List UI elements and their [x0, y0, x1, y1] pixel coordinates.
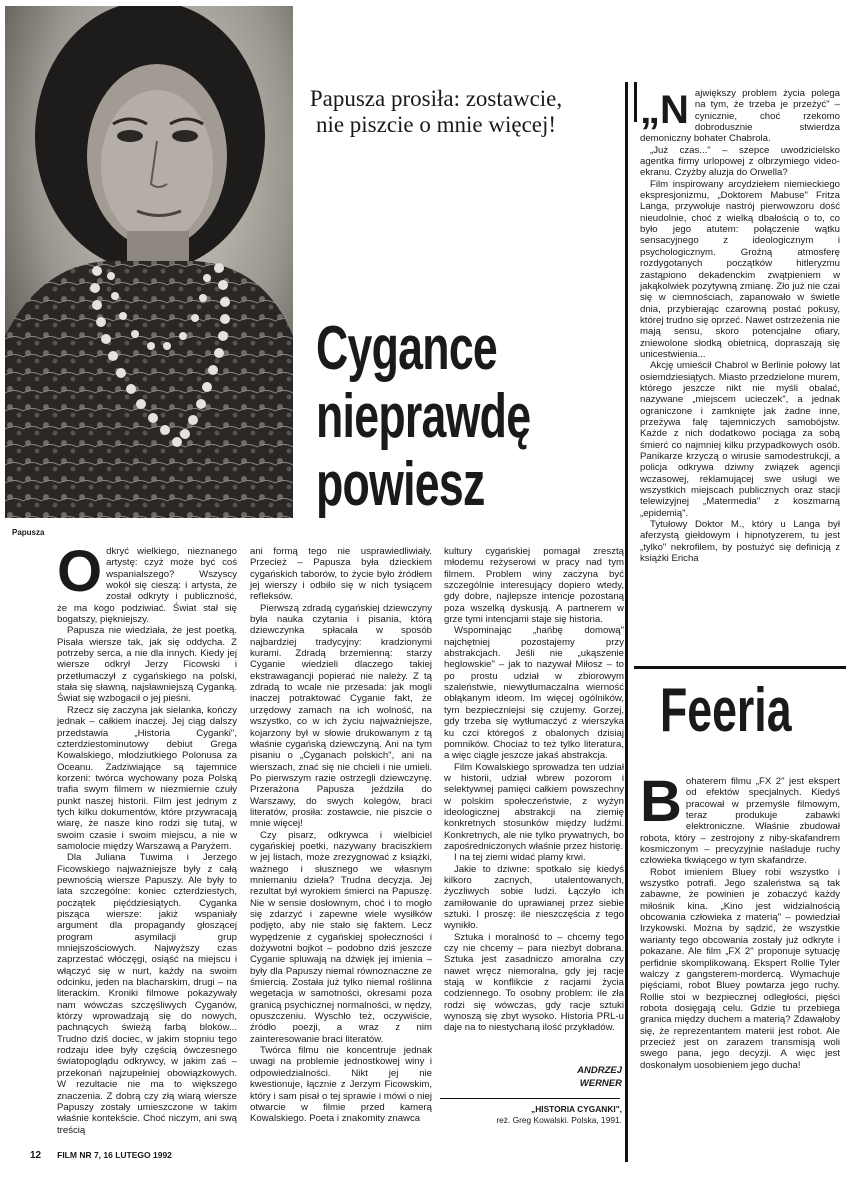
dropcap: B — [640, 769, 682, 834]
paragraph: „Już czas..." – szepce uwodzicielsko agentka firmy urlopowej z olbrzymiego video-ekranu. Czyżby aluzja do Orwella? — [640, 144, 840, 179]
side-article-2 — [640, 769, 840, 1071]
article-column-2 — [250, 546, 432, 1125]
dropcap: O — [57, 539, 103, 604]
paragraph: Bohaterem filmu „FX 2" jest ekspert od efektów specjalnych. Kiedyś pracował w przemyśle filmowym, teraz produkuje zabawki elektroniczne. Właśnie zbudował robota, który – zestrojony z niby-skafandrem kosmiczonym – precyzyjnie naśladuje ruchy człowieka tkwiącego w tym skafandrze. — [640, 769, 840, 867]
paragraph: I na tej ziemi widać plamy krwi. — [454, 852, 586, 864]
article-subtitle: Papusza prosiła: zostawcie, nie piszcie o mnie więcej! — [309, 86, 563, 137]
author-last-name: WERNER — [579, 1078, 622, 1089]
film-credit — [440, 1104, 622, 1126]
paragraph: kultury cygańskiej pomagał zresztą młodemu reżyserowi w pracy nad tym filmem. Problem winy zaczyna być szczególnie interesujący dopiero wtedy, gdy dobre, najlepsze intencje pozostaną poza wszelką dyskusją. A partnerem w grze tymi intencjami staje się historia. — [444, 546, 624, 626]
paragraph: Pierwszą zdradą cygańskiej dziewczyny była nauka czytania i pisania, którą dziewczynka spłacała w sposób najbardziej tradycyjny: kradzionymi kurami. Zdradą brzemienną: starzy Cyganie wiedzieli dlaczego takiej ekstrawagancji popierać nie należy. Z tą zdradą to wcale nie przesada: jak mogli inaczej potraktować Cyganie fakt, że urzędowy zamach na ich wolność, na wszystko, co w ich życiu najważniejsze, kojarzony był w słowie drukowanym z tą właśnie cygańską dziewczyną. Ani na tym pisaniu o „Cyganach polskich", ani na wierszach, znać się nie chcieli i nie umieli. Po pierwszym razie ostrzegli dziewczynę. Przerażona Papusza jeździła do Warszawy, do swych kolegów, braci literatów, prosiła: zostawcie, nie piszcie o mnie więcej! — [250, 602, 432, 830]
paragraph: Czy pisarz, odkrywca i wielbiciel cygańskiej poetki, nazywany braciszkiem w jej listach, może zrezygnować z książki, ważnego i słusznego we własnym mniemaniu dzieła? Trudna decyzja. Jej rezultat był wyrokiem śmierci na Papuszę. Nie w sensie dosłownym, choć i to mogło się zdarzyć i zapewne wiele wysiłków podjęto, aby nie stało się faktem. Lecz wypędzenie z cygańskiej społeczności i dożywotni bojkot – podobno dziś jeszcze Cyganie spluwają na dźwięk jej imienia – były dla Papuszy niemal równoznaczne ze śmiercią. Została już tylko niemal roślinna wegetacja w samotności, okresami poza granicą psychicznej normalności, w nędzy, opuszczeniu. Wyschło też, oczywiście, źródło poezji, a wraz z nim zainteresowanie braci literatów. — [250, 829, 432, 1045]
side-rule — [634, 82, 637, 122]
side-article-1 — [640, 88, 840, 564]
photo-caption: Papusza — [12, 528, 45, 537]
paragraph: Film inspirowany arcydziełem niemieckiego ekspresjonizmu, „Doktorem Mabuse" Fritza Langa, przywołuje nastrój pierwowzoru dość nieudolnie, choć z wielką dbałością o to, co było jego atutem: połączenie wątku sensacyjnego z ideologicznym i psychologicznym. Groźną atmosferę rozdygotanych początków hitleryzmu zastąpiono dekadenckim zwątpieniem w jakąkolwiek pozytywną zmianę. Zło już nie czai się w ciemnościach, zapanowało w świetle dnia, przybierając czarowną postać pokusy, której trudno się oprzeć. Nawet ostrzeżenia nie mają sensu, skoro potencjalne ofiary, zniewolone słodką obietnicą, dopraszają się unicestwienia... — [640, 178, 840, 360]
issue-info: FILM NR 7, 16 LUTEGO 1992 — [57, 1150, 172, 1160]
paragraph: Akcję umieścił Chabrol w Berlinie połowy lat osiemdziesiątych. Miasto przedzielone murem, którego jeszcze nikt nie myśli obalać, nazywane „miejscem ucieczek", a jednak ograniczone i zamknięte jak żadne inne, przeżywa falę tajemniczych samobójstw. Każde z nich dodatkowo pociąga za sobą śmierć co najmniej kilku przypadkowych osób. Panikarze krzyczą o wirusie samodestrukcji, a policja odkrywa dziwny związek agencji wczasowej, reklamującej swe usługi we wszystkich miejscach publicznych oraz stacji telewizyjnej „Matermedia" z koszmarną „epidemią". — [640, 360, 840, 519]
paragraph: Sztuka i moralność to – chcemy tego czy nie chcemy – para niezbyt dobrana. Sztuka jest zasadniczo amoralna czy nawet wręcz niemoralna, gdy jej racje stają w konflikcie z racjami życia codziennego. To osobny problem: ile zła rodzi się wówczas, gdy racje sztuki wynoszą się zbyt wysoko. Historia PRL-u daje na to niestychaną ilość przykładów. — [444, 931, 624, 1034]
paragraph: Film Kowalskiego sprowadza ten udział w historii, udział wbrew pozorom i selektywnej pamięci całkiem powszechny w polskim społeczeństwie, z wyżyn ideologicznej abstrakcji na ziemię konkretnych stosunków między ludźmi. Konkretnych, ale nie tylko prywatnych, bo zapośredniczonych właśnie przez historię. — [444, 761, 624, 852]
paragraph: Rzecz się zaczyna jak sielanka, kończy jednak – całkiem inaczej. Jej ciąg dalszy przedstawia „Historia Cyganki", czterdziestominutowy debiut Grega Kowalskiego, młodziutkiego Polonusa za Oceanu. Zadziwiające są tajemnice korzeni: twórca wychowany poza Polską trafia swym filmem w niezmiernie czuły punkt naszej historii. Film jest jednym z tych kilku dokumentów, które przywracają wiarę, że nasze kino rodzi się tutaj, w swoim czasie i swoim miejscu, a nie w samolocie między Warszawą a Paryżem. — [57, 704, 237, 852]
paragraph: Robot imieniem Bluey robi wszystko i wszystko potrafi. Jego szaleństwa są tak zabawne, że powinien je zobaczyć każdy miłośnik kina. „Kino jest widzialnością obcowania człowieka z materią" – powiedział Irzykowski. Można by sądzić, że wszystkie warianty tego obcowania zostały już odkryte i pokazane. Ale film „FX 2" proponuje sytuację perfidnie skomplikowaną. Ekspert Rollie Tyler walczy z gangsterem-mordercą. Wymachuje pięściami, robot Bluey powtarza jego ruchy. Rollie stoi w bezpiecznej odległości, pięści robota dosięgają celu. Gdzie tu przebiega granica między duchem a materią? Zdawałoby się, że reprezentantem materii jest robot. Ale przecież jest on zarazem transmisją woli swego pana, jego decyzji. A więc jest doskonałym uosobieniem jego ducha! — [640, 866, 840, 1071]
portrait-photo — [5, 6, 293, 518]
credit-divider — [440, 1098, 620, 1099]
article-headline — [316, 314, 531, 519]
section-divider — [634, 666, 846, 669]
paragraph: Papusza nie wiedziała, że jest poetką. Pisała wiersze tak, jak się oddycha. Z potrzeby serca, a nie dla innych. Kiedy jej wiersze odkrył Jerzy Ficowski i przetłumaczył z cygańskiego na polski, stała się sławną, najsławniejszą Cyganką. Świat się wzbogacił o jej pieśni. — [57, 625, 237, 705]
column-divider — [625, 82, 628, 1162]
paragraph: Jakie to dziwne: spotkało się kiedyś kilkoro zacnych, utalentowanych, życzliwych sobie ludzi. Łączyło ich zamiłowanie do uprawianej przez siebie sztuki. I proszę: ile nieszczęścia z tego wynikło. — [444, 863, 624, 932]
credit-title: „HISTORIA CYGANKI", — [531, 1104, 622, 1114]
headline-line-2: nieprawdę — [316, 382, 531, 451]
paragraph: „Największy problem życia polega na tym, że trzeba je przeżyć" – cynicznie, choć rzekomo dobrodusznie stwierdza demoniczny bohater Chabrola. — [640, 88, 840, 145]
headline-line-1: Cygance — [316, 314, 498, 383]
paragraph: Tytułowy Doktor M., który u Langa był aferzystą giełdowym i hipnotyzerem, tu jest „tylko" nekrofilem, by postużyć się definicją z książki Ericha — [640, 519, 840, 565]
page-footer — [30, 1150, 172, 1161]
headline-line-3: powiesz — [316, 450, 485, 519]
feeria-headline: Feeria — [660, 676, 792, 745]
article-column-1 — [57, 539, 237, 1136]
page-number: 12 — [30, 1150, 42, 1161]
credit-details: reż. Greg Kowalski. Polska, 1991. — [496, 1115, 622, 1125]
paragraph: Wspominając „hańbę domową" najchętniej pozostajemy przy abstrakcjach. Jeśli nie „ukąszenie heglowskie" – jak to nazywał Miłosz – to po prostu udział w zbiorowym szaleństwie, niewytłumaczalna wierność obłąkanym ideom. Im więcej ogólników, tym bezpieczniejsi się czujemy. Gorzej, gdy trzeba się wytłumaczyć z wierszyka ku czci któregoś z obalonych dzisiaj pomników. Chociaż to też tylko literatura, a więc ciągle jeszcze jakaś abstrakcja. — [444, 625, 624, 762]
paragraph: Twórca filmu nie koncentruje jednak uwagi na problemie jednostkowej winy i odpowiedzialności. Nikt jej nie kwestionuje, łącznie z Jerzym Ficowskim, który i sam pisał o tej sprawie i mówi o niej otwarcie w filmie przed kamerą Kowalskiego. Poeta i znakomity znawca — [250, 1045, 432, 1125]
author-first-name: ANDRZEJ — [577, 1065, 622, 1076]
paragraph: ani formą tego nie usprawiedliwiały. Przecież – Papusza była dzieckiem cygańskich taborów, to życie było źródłem jej wierszy i odbiło się w nich tysiącem refleksów. — [250, 546, 432, 603]
paragraph: Dla Juliana Tuwima i Jerzego Ficowskiego najważniejsze były z całą pewnością wiersze Papuszy. Ale były to lata szczególne: koniec czterdziestych, początek pięćdziesiątych. Cyganka pisząca wiersze: jakiż wspaniały argument dla propagandy głoszącej program asymilacji grup mniejszościowych. Najwyższy czas zaprzestać włóczęgi, osiąść na miejscu i włączyć się w nurt, każdy na swoim odcinku, jeden na blacharskim, drugi – na literackim. Kroniki filmowe pokazywały nam wówczas szczęśliwych Cyganów, którzy wprowadzają się do nowych, pachnących świeżą farbą bloków... Trudno dziś dociec, w jakim stopniu tego rodzaju idee były częścią ówczesnego światopoglądu odkrywcy, w jakim zaś – przekonań najzupełniej obowiązkowych. W rezultacie nie ma to większego znaczenia. Z dobrą czy złą wiarą wiersze Papuszy zostały umieszczone w takim właśnie kontekście. Choć niczym, ani swą treścią — [57, 852, 237, 1136]
quote-dropcap: „N — [640, 88, 689, 132]
paragraph: Odkryć wielkiego, nieznanego artystę: czyż może być coś wspanialszego? Wszyscy wokół się cieszą: i artysta, że został odkryty i publiczność, że ma kogo podziwiać. Świat stał się bogatszy, piękniejszy. — [57, 539, 237, 626]
article-column-3 — [444, 546, 624, 1034]
author-byline — [552, 1064, 622, 1090]
